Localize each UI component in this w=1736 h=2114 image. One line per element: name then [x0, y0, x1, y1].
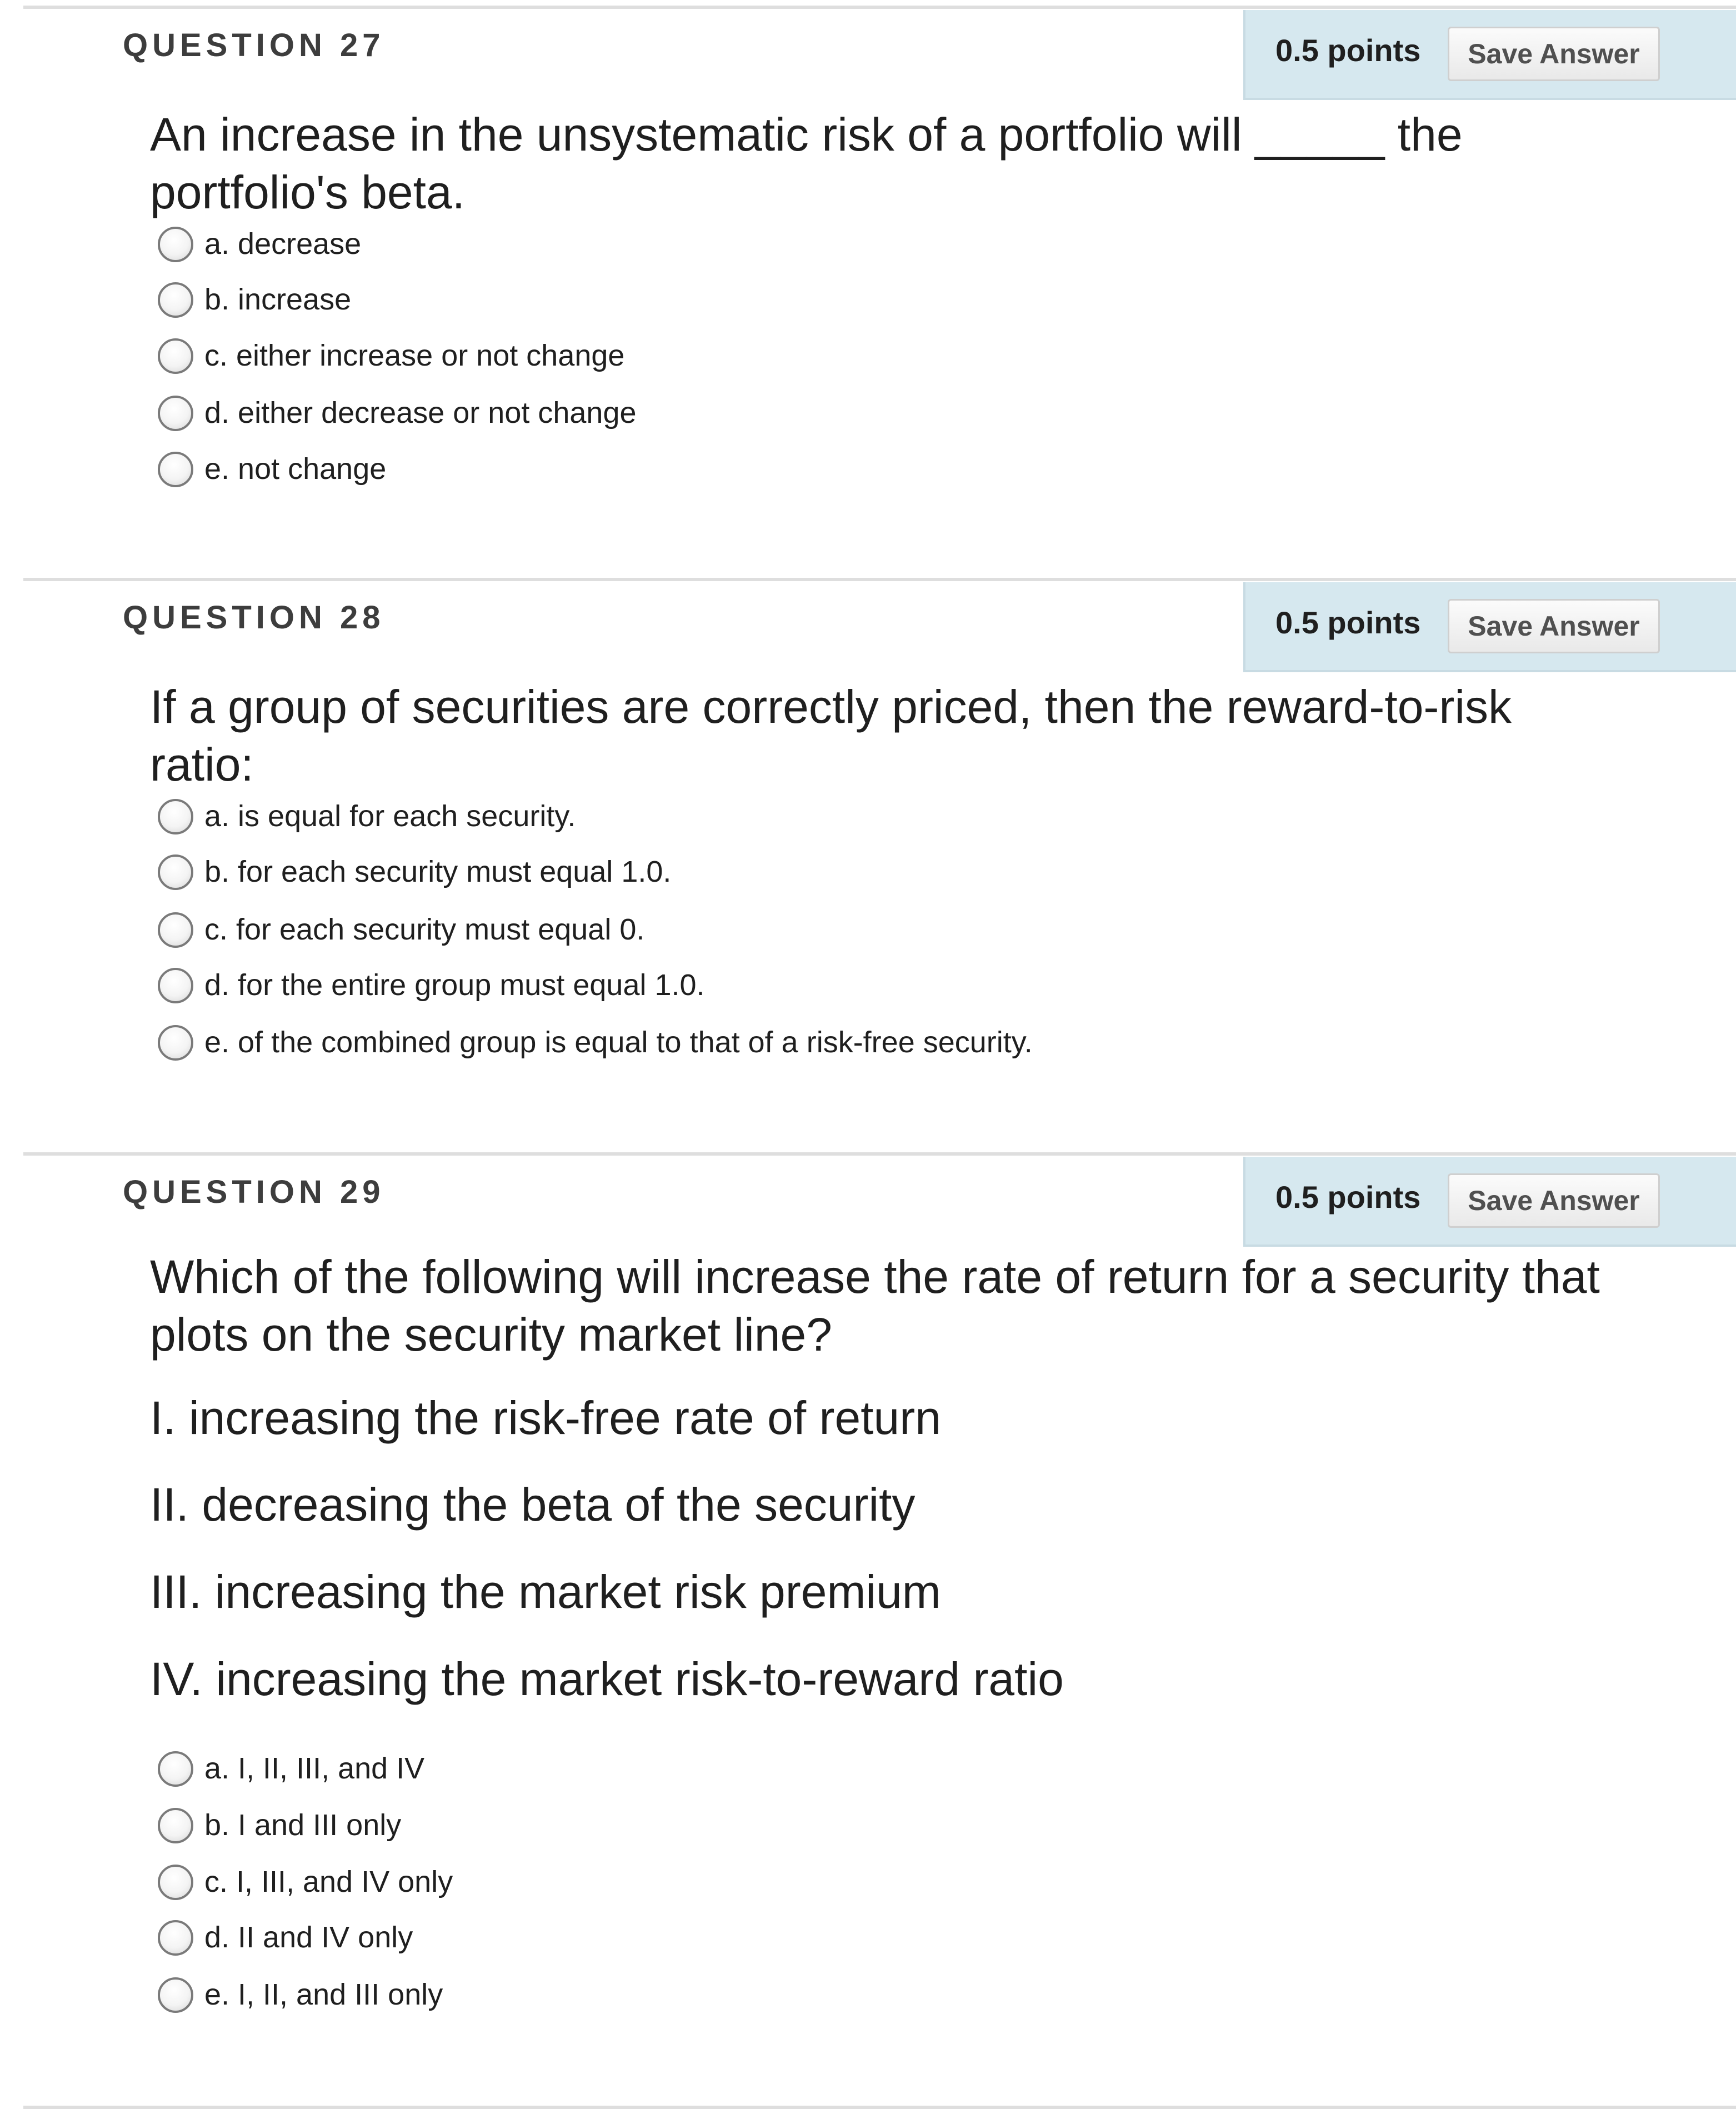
option-e[interactable]	[158, 447, 1380, 492]
radio-button[interactable]	[158, 912, 193, 948]
radio-button[interactable]	[158, 227, 193, 262]
question-27	[0, 6, 1736, 583]
radio-button[interactable]	[158, 1865, 193, 1900]
option-label: d. for the entire group must equal 1.0.	[204, 968, 705, 1002]
option-label: b. for each security must equal 1.0.	[204, 855, 672, 888]
question-heading: QUESTION 28	[123, 599, 385, 636]
option-label: c. for each security must equal 0.	[204, 913, 645, 946]
radio-button[interactable]	[158, 1025, 193, 1061]
points-panel	[1243, 582, 1736, 672]
radio-button[interactable]	[158, 1751, 193, 1787]
radio-button[interactable]	[158, 452, 193, 487]
statement-4: IV. increasing the market risk-to-reward ratio	[150, 1653, 1064, 1705]
option-label: a. I, II, III, and IV	[204, 1752, 425, 1785]
option-label: e. of the combined group is equal to that of a risk-free security.	[204, 1026, 1033, 1059]
option-c[interactable]	[158, 1860, 1380, 1905]
points-panel	[1243, 1157, 1736, 1247]
question-heading: QUESTION 27	[123, 27, 385, 63]
question-prompt: An increase in the unsystematic risk of a portfolio will _____ the portfolio's beta.	[150, 108, 1463, 218]
option-c[interactable]	[158, 908, 1380, 952]
statement-2: II. decreasing the beta of the security	[150, 1478, 915, 1531]
points-label: 0.5 points	[1275, 605, 1421, 640]
option-label: c. I, III, and IV only	[204, 1865, 453, 1898]
question-29	[0, 1152, 1736, 2097]
option-label: d. II and IV only	[204, 1921, 413, 1954]
option-label: e. I, II, and III only	[204, 1978, 443, 2011]
save-answer-button[interactable]: Save Answer	[1448, 27, 1660, 81]
radio-button[interactable]	[158, 338, 193, 374]
divider	[23, 1152, 1736, 1156]
radio-button[interactable]	[158, 1920, 193, 1956]
statement-3: III. increasing the market risk premium	[150, 1566, 941, 1618]
option-d[interactable]	[158, 1916, 1380, 1960]
option-a[interactable]	[158, 222, 1380, 267]
option-b[interactable]	[158, 850, 1380, 894]
option-b[interactable]	[158, 278, 1380, 322]
question-28	[0, 578, 1736, 1156]
save-answer-button[interactable]: Save Answer	[1448, 1173, 1660, 1228]
divider	[23, 2106, 1736, 2109]
divider	[23, 6, 1736, 9]
radio-button[interactable]	[158, 1977, 193, 2013]
divider	[23, 578, 1736, 581]
points-panel	[1243, 10, 1736, 100]
points-label: 0.5 points	[1275, 33, 1421, 68]
option-d[interactable]	[158, 963, 1380, 1008]
statement-1: I. increasing the risk-free rate of return	[150, 1392, 941, 1444]
radio-button[interactable]	[158, 396, 193, 431]
option-label: c. either increase or not change	[204, 339, 625, 372]
option-b[interactable]	[158, 1803, 1380, 1848]
question-heading: QUESTION 29	[123, 1174, 385, 1210]
option-label: b. I and III only	[204, 1808, 402, 1842]
option-e[interactable]	[158, 1973, 1380, 2017]
points-label: 0.5 points	[1275, 1180, 1421, 1215]
option-c[interactable]	[158, 334, 1380, 378]
option-label: e. not change	[204, 452, 387, 486]
option-e[interactable]	[158, 1021, 1380, 1065]
save-answer-button[interactable]: Save Answer	[1448, 599, 1660, 653]
radio-button[interactable]	[158, 799, 193, 834]
option-a[interactable]	[158, 794, 1380, 839]
option-a[interactable]	[158, 1747, 1380, 1791]
radio-button[interactable]	[158, 1808, 193, 1843]
option-label: a. is equal for each security.	[204, 799, 576, 833]
question-prompt: Which of the following will increase the rate of return for a security that plots on the security market line?	[150, 1251, 1600, 1361]
question-prompt: If a group of securities are correctly priced, then the reward-to-risk ratio:	[150, 681, 1512, 791]
radio-button[interactable]	[158, 854, 193, 890]
option-label: d. either decrease or not change	[204, 396, 637, 429]
option-label: b. increase	[204, 283, 352, 316]
option-d[interactable]	[158, 391, 1380, 436]
option-label: a. decrease	[204, 227, 362, 261]
radio-button[interactable]	[158, 968, 193, 1003]
radio-button[interactable]	[158, 282, 193, 318]
